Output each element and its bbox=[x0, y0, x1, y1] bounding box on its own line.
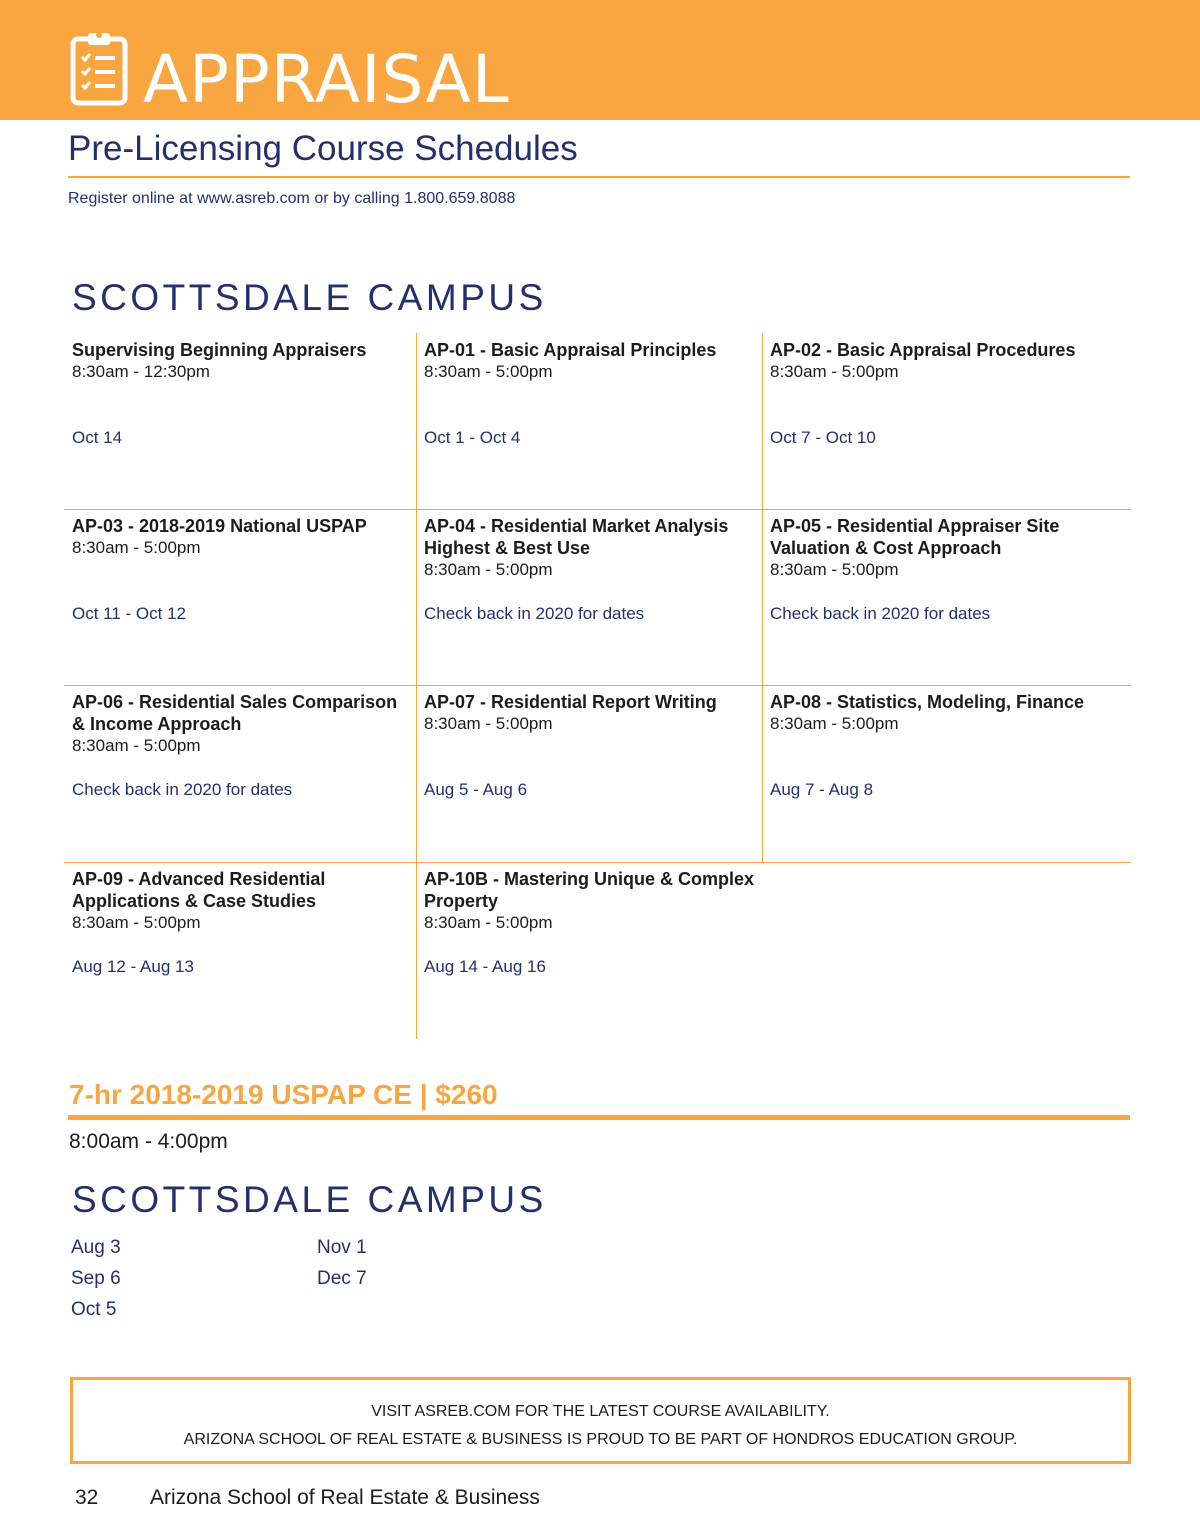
course-time: 8:30am - 5:00pm bbox=[424, 362, 553, 381]
course-time: 8:30am - 5:00pm bbox=[770, 362, 899, 381]
register-info: Register online at www.asreb.com or by calling 1.800.659.8088 bbox=[68, 190, 516, 207]
course-card bbox=[64, 509, 414, 685]
subtitle-divider bbox=[68, 176, 1130, 178]
course-time: 8:30am - 12:30pm bbox=[72, 362, 210, 381]
course-time: 8:30am - 5:00pm bbox=[72, 538, 201, 557]
course-time: 8:30am - 5:00pm bbox=[424, 714, 553, 733]
course-dates: Check back in 2020 for dates bbox=[424, 604, 645, 623]
ce-date: Nov 1 bbox=[317, 1237, 367, 1258]
course-card bbox=[64, 685, 414, 861]
notice-line: VISIT ASREB.COM FOR THE LATEST COURSE AVAILABILITY. bbox=[371, 1403, 830, 1420]
course-title: AP-03 - 2018-2019 National USPAP bbox=[72, 516, 367, 536]
course-card bbox=[64, 333, 414, 509]
course-dates: Oct 1 - Oct 4 bbox=[424, 428, 521, 447]
course-time: 8:30am - 5:00pm bbox=[770, 714, 899, 733]
course-card bbox=[762, 333, 1130, 509]
ce-campus-heading: SCOTTSDALE CAMPUS bbox=[72, 1179, 547, 1220]
footer-school-name: Arizona School of Real Estate & Business bbox=[150, 1486, 540, 1509]
course-dates: Aug 14 - Aug 16 bbox=[424, 957, 546, 976]
page-subtitle: Pre-Licensing Course Schedules bbox=[68, 129, 578, 168]
campus-heading: SCOTTSDALE CAMPUS bbox=[72, 277, 547, 318]
course-title: AP-02 - Basic Appraisal Procedures bbox=[770, 340, 1076, 360]
ce-date: Sep 6 bbox=[71, 1268, 121, 1289]
course-dates: Oct 11 - Oct 12 bbox=[72, 604, 187, 623]
clipboard-checklist-icon bbox=[70, 30, 128, 106]
course-dates: Check back in 2020 for dates bbox=[770, 604, 991, 623]
ce-course-title: 7-hr 2018-2019 USPAP CE | $260 bbox=[69, 1079, 498, 1110]
notice-box bbox=[70, 1377, 1131, 1464]
notice-line: ARIZONA SCHOOL OF REAL ESTATE & BUSINESS IS PROUD TO BE PART OF HONDROS EDUCATION GROUP. bbox=[183, 1431, 1018, 1448]
course-title: AP-09 - Advanced Residential Applications & Case Studies bbox=[72, 869, 326, 911]
course-card bbox=[416, 509, 760, 685]
course-title: AP-06 - Residential Sales Comparison & Income Approach bbox=[72, 692, 398, 734]
course-dates: Aug 5 - Aug 6 bbox=[424, 780, 528, 799]
ce-dates-column bbox=[317, 1232, 367, 1294]
course-time: 8:30am - 5:00pm bbox=[72, 913, 201, 932]
ce-date: Dec 7 bbox=[317, 1268, 367, 1289]
ce-date: Oct 5 bbox=[71, 1299, 117, 1320]
course-card bbox=[416, 685, 760, 861]
course-title: AP-05 - Residential Appraiser Site Valuation & Cost Approach bbox=[770, 516, 1060, 558]
ce-date: Aug 3 bbox=[71, 1237, 121, 1258]
course-time: 8:30am - 5:00pm bbox=[424, 560, 553, 579]
course-title: AP-08 - Statistics, Modeling, Finance bbox=[770, 692, 1085, 712]
header-bar bbox=[0, 0, 1200, 120]
course-time: 8:30am - 5:00pm bbox=[424, 913, 553, 932]
course-dates: Oct 7 - Oct 10 bbox=[770, 428, 876, 447]
course-title: AP-04 - Residential Market Analysis Highest & Best Use bbox=[424, 516, 729, 558]
course-dates: Oct 14 bbox=[72, 428, 123, 447]
course-title: Supervising Beginning Appraisers bbox=[72, 340, 367, 360]
page-title: APPRAISAL bbox=[143, 41, 510, 118]
course-title: AP-01 - Basic Appraisal Principles bbox=[424, 340, 717, 360]
ce-dates-column bbox=[71, 1232, 121, 1325]
course-title: AP-10B - Mastering Unique & Complex Property bbox=[424, 869, 755, 911]
ce-course-time: 8:00am - 4:00pm bbox=[69, 1130, 228, 1153]
page-number: 32 bbox=[75, 1486, 99, 1509]
ce-divider bbox=[68, 1115, 1130, 1120]
course-card bbox=[64, 862, 414, 1038]
course-time: 8:30am - 5:00pm bbox=[770, 560, 899, 579]
course-title: AP-07 - Residential Report Writing bbox=[424, 692, 717, 712]
course-dates: Aug 12 - Aug 13 bbox=[72, 957, 194, 976]
course-schedule-grid bbox=[64, 333, 1131, 1039]
course-dates: Check back in 2020 for dates bbox=[72, 780, 293, 799]
course-card bbox=[762, 685, 1130, 861]
course-dates: Aug 7 - Aug 8 bbox=[770, 780, 874, 799]
course-card bbox=[762, 509, 1130, 685]
course-card bbox=[416, 862, 760, 1038]
course-time: 8:30am - 5:00pm bbox=[72, 736, 201, 755]
course-card bbox=[416, 333, 760, 509]
